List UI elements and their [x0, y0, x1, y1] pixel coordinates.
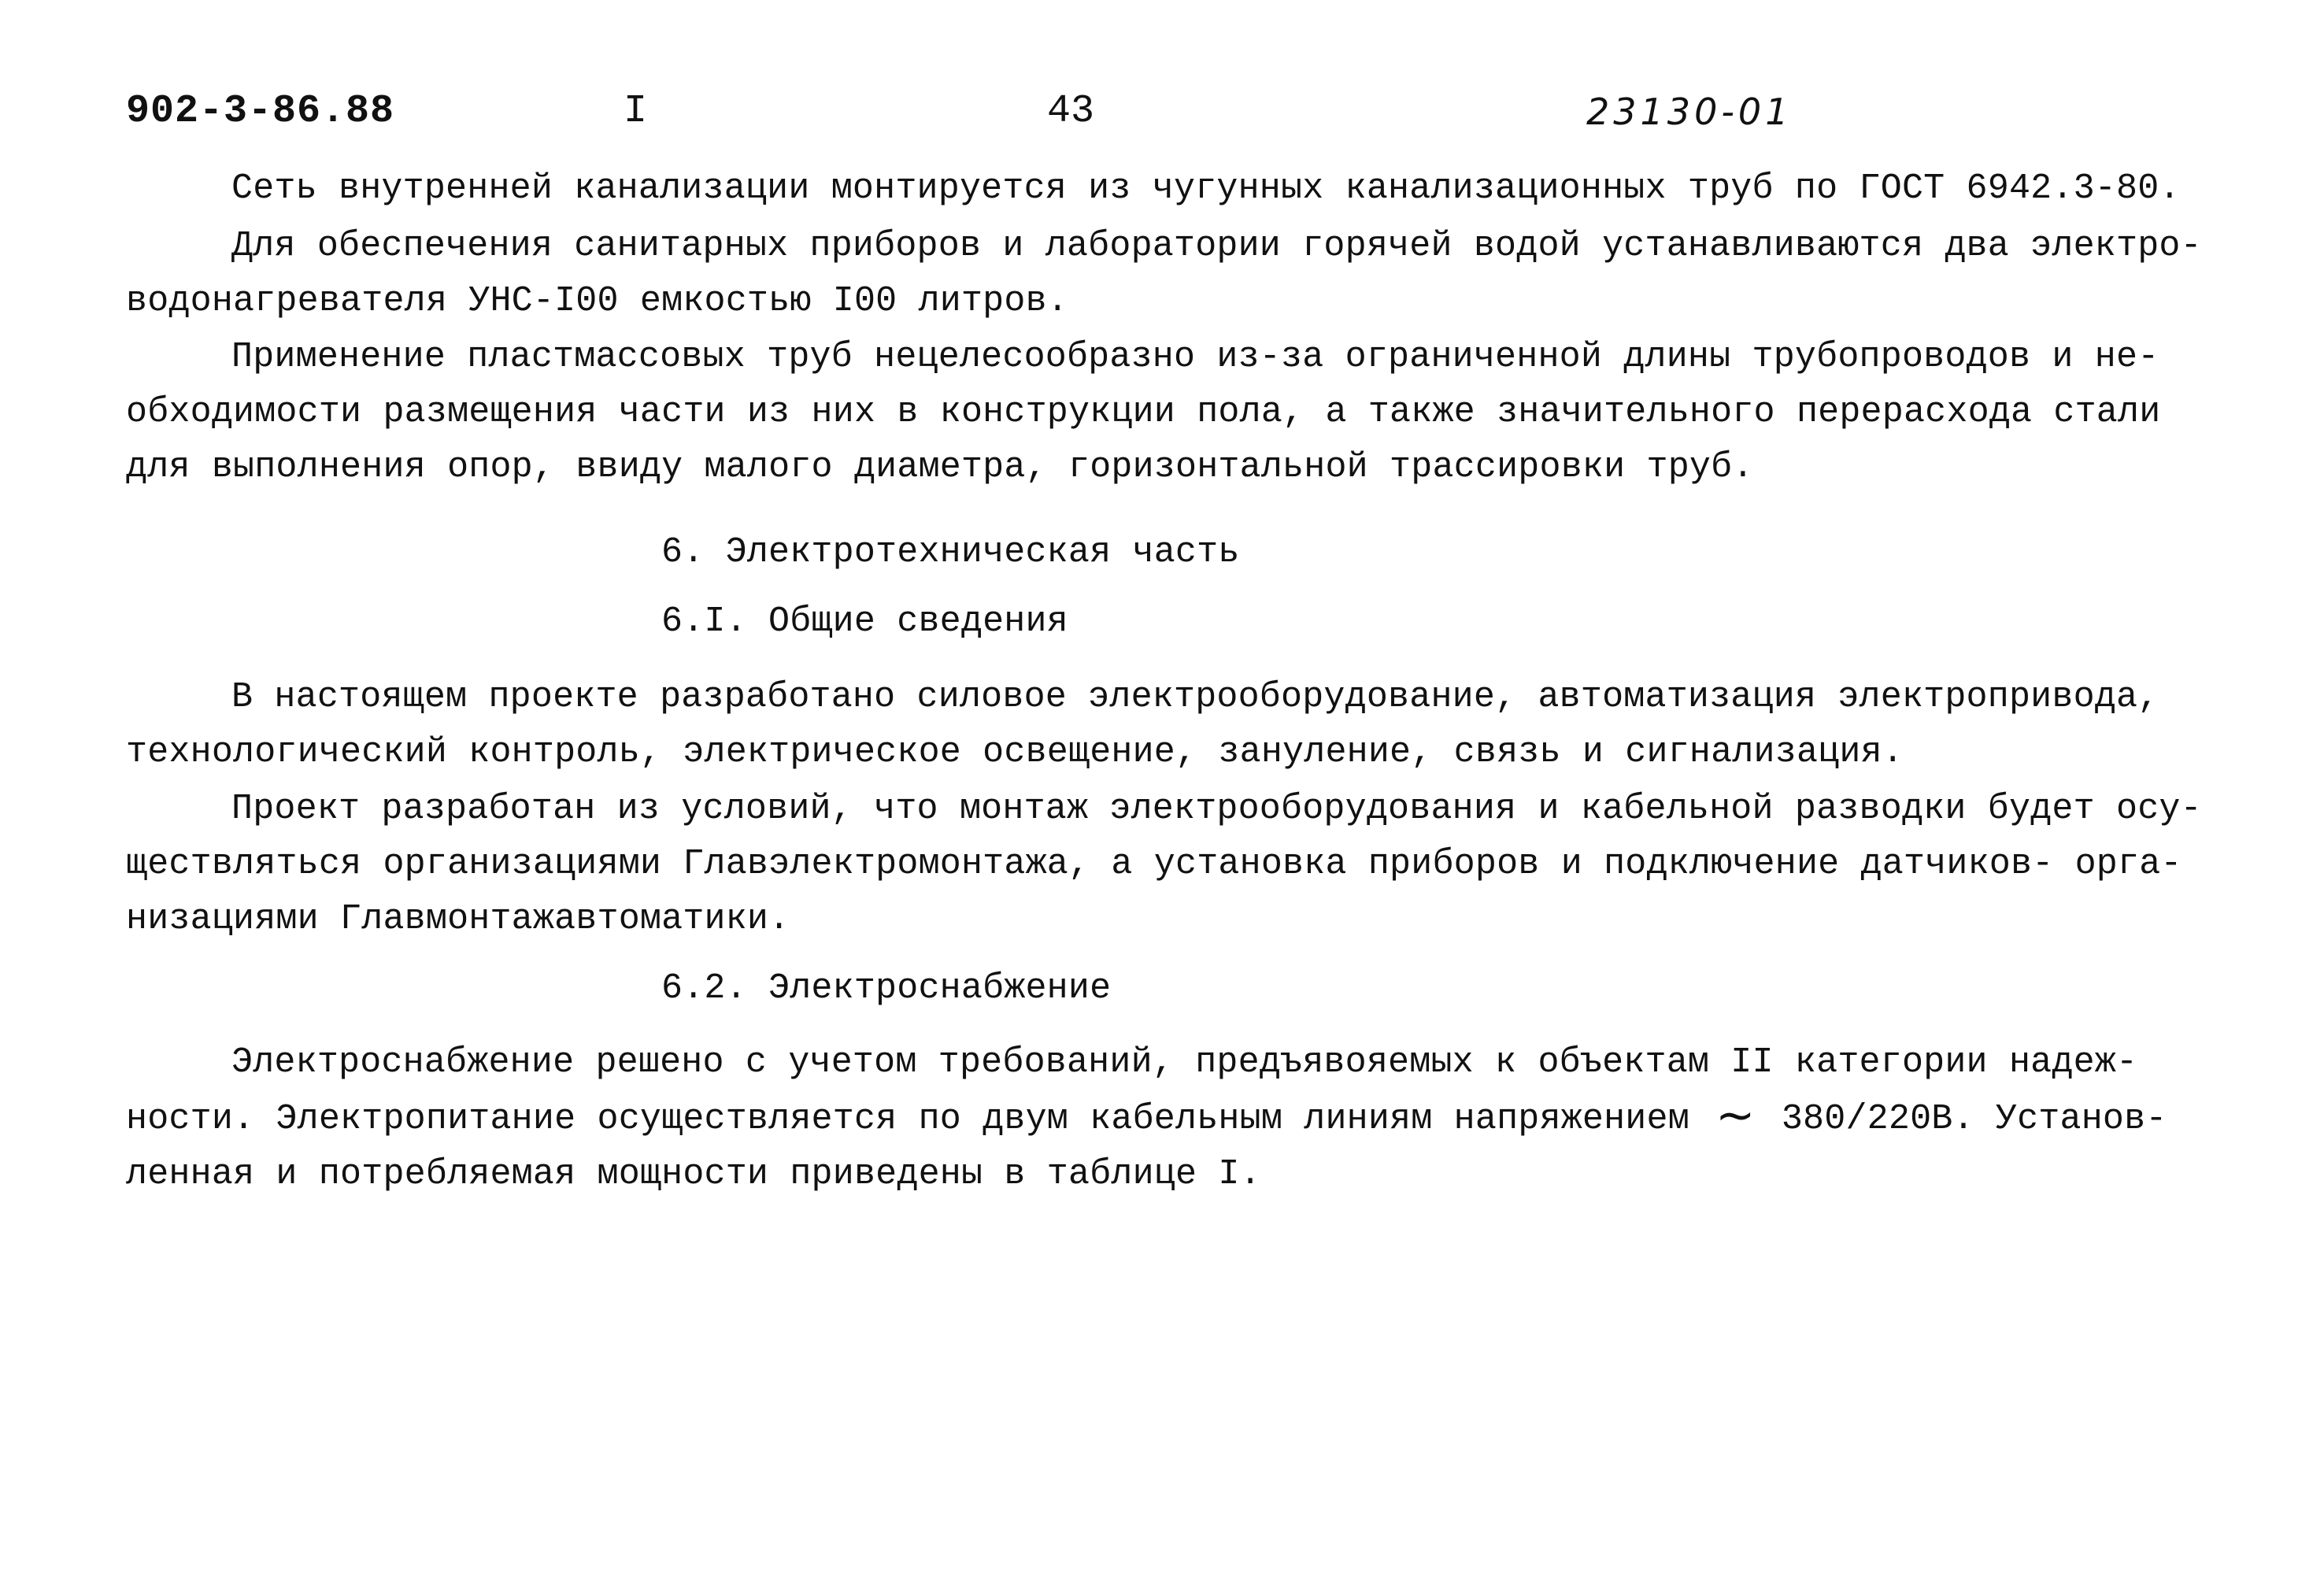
document-code: 902-3-86.88 — [126, 89, 395, 134]
alternating-current-symbol: ~ — [1715, 1088, 1756, 1143]
page-number: 43 — [1047, 89, 1095, 134]
subsection-heading: 6.I. Общие сведения — [661, 601, 1068, 642]
subsection-heading: 6.2. Электроснабжение — [661, 968, 1112, 1008]
paragraph-line — [126, 1088, 2167, 1143]
paragraph-line: ленная и потребляемая мощности приведены в таблице I. — [126, 1154, 1261, 1194]
paragraph-line: водонагревателя УНС-I00 емкостью I00 литров. — [126, 281, 1068, 321]
paragraph-text: 380/220В. Установ- — [1781, 1099, 2167, 1139]
paragraph-line: ществляться организациями Главэлектромонтажа, а установка приборов и подключение датчиков- орга- — [126, 844, 2182, 884]
paragraph-line: для выполнения опор, ввиду малого диаметра, горизонтальной трассировки труб. — [126, 447, 1754, 487]
paragraph-line: обходимости размещения части из них в конструкции пола, а также значительного перерасхода стали — [126, 392, 2161, 432]
paragraph-line: низациями Главмонтажавтоматики. — [126, 899, 790, 939]
paragraph-line: Для обеспечения санитарных приборов и лаборатории горячей водой устанавливаются два электро- — [231, 226, 2202, 266]
paragraph-line: Проект разработан из условий, что монтаж электрооборудования и кабельной разводки будет осу- — [231, 789, 2202, 829]
paragraph-text: ности. Электропитание осуществляется по двум кабельным линиям напряжением — [126, 1099, 1689, 1139]
paragraph-line: Применение пластмассовых труб нецелесообразно из-за ограниченной длины трубопроводов и не- — [231, 337, 2159, 377]
document-part: I — [624, 89, 648, 134]
paragraph-line: В настоящем проекте разработано силовое электрооборудование, автоматизация электропривода, — [231, 677, 2159, 717]
section-heading: 6. Электротехническая часть — [661, 532, 1240, 572]
inventory-number: 23130-01 — [1586, 91, 1793, 133]
paragraph-line: технологический контроль, электрическое освещение, зануление, связь и сигнализация. — [126, 732, 1904, 772]
paragraph-line: Электроснабжение решено с учетом требований, предъявояемых к объектам II категории надеж- — [231, 1042, 2138, 1082]
paragraph-line: Сеть внутренней канализации монтируется из чугунных канализационных труб по ГОСТ 6942.3-80. — [231, 168, 2181, 209]
